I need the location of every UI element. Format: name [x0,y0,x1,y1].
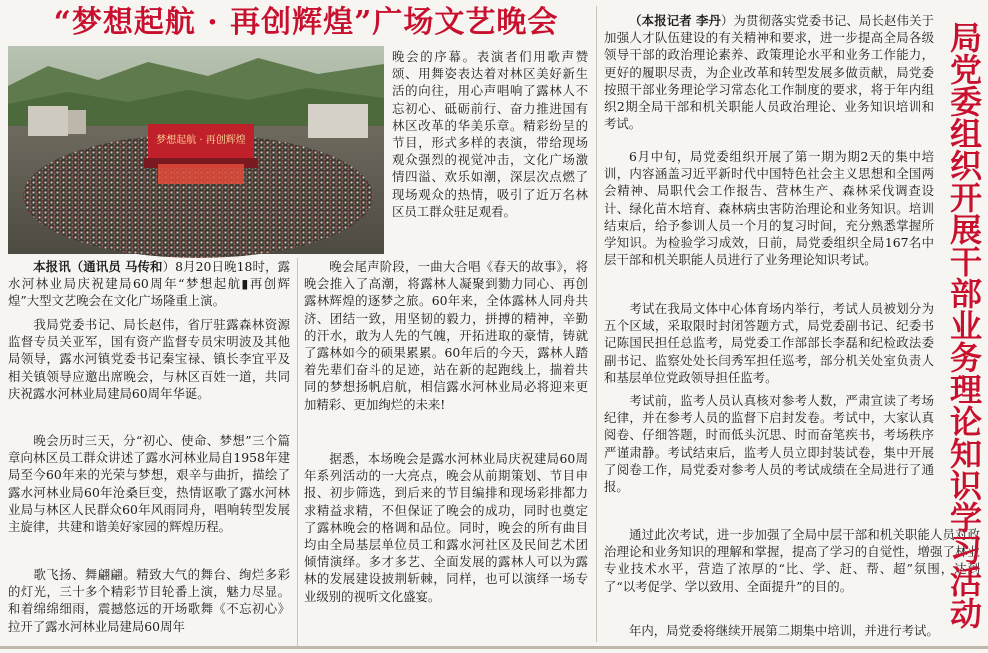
article2-p2-text: 6月中旬，局党委组织开展了第一期为期2天的集中培训，内容涵盖习近平新时代中国特色社会主义思想和全国两会精神、局职代会工作报告、营林生产、森林采伐调查设计、绿化苗木培育、森林病虫害防治理论和业务知识。培训结束后，给予参训人员一个月的复习时间，充分熟悉掌握所学知识。为检验学习成效，日前，局党委组织全局167名中层干部和机关职能人员进行了业务理论知识考试。 [604,149,934,268]
article2-paragraph-6 [604,622,980,642]
article2-paragraph-2 [604,148,934,296]
article2-dateline-label: （本报记者 [629,13,692,28]
crowd-aerial-photo [8,46,384,254]
article1-paragraph-4-continued [392,48,588,254]
article2-p3-text: 考试在我局文体中心体育场内举行，考试人员被划分为五个区域，采取限时封闭答题方式，局党委副书记、纪委书记陈国民担任总监考，局党委工作部部长李磊和纪检政法委副书记、监察处处长闫秀军担任巡考，部分机关处室负责人和基层单位党政领导担任监考。 [604,301,934,385]
article1-dateline [8,258,290,308]
article1-paragraph-4 [8,566,290,644]
article1-p2-text: 我局党委书记、局长赵伟，省厅驻露森林资源监督专员关亚军，国有资产监督专员宋明波及其他局领导，露水河镇党委书记秦宝禄、镇长李宜平及相关镇领导应邀出席晚会，与林区百姓一道，共同庆祝露水河林业局建局60周年华诞。 [8,317,290,401]
article2-p5-text: 通过此次考试，进一步加强了全局中层干部和机关职能人员对政治理论和业务知识的理解和掌握，提高了学习的自觉性，增强了林业专业技术水平，营造了浓厚的“比、学、赶、帮、超”氛围，达到了“以考促学、学以致用、全面提升”的目的。 [604,527,980,594]
article1-p4-text: 歌飞扬、舞翩翩。精致大气的舞台、绚烂多彩的灯光，三十多个精彩节目轮番上演，魅力尽显。和着绵绵细雨，震撼悠远的开场歌舞《不忘初心》拉开了露水河林业局建局60周年 [8,567,290,634]
article1-paragraph-2 [8,316,290,401]
article2-paragraph-3 [604,300,934,390]
article2-reporter-name: 李丹 [695,13,722,28]
article2-lead: ）为贯彻落实党委书记、局长赵伟关于加强人才队伍建设的有关精神和要求，进一步提高全局各级领导干部的政治理论素养、政策理论水平和业务工作能力，更好的履职尽责，为企业改革和转型发展多做贡献，局党委按照干部业务理论学习常态化工作制度的要求，将于年内组织2期全局干部和机关职能人员政治理论、业务知识培训和考试。 [604,13,935,132]
article1-paragraph-3 [8,432,290,556]
article1-p6-text: 据悉，本场晚会是露水河林业局庆祝建局60周年系列活动的一大亮点，晚会从前期策划、节目申报、初步筛选，到后来的节目编排和现场彩排都力求精益求精，不但保证了晚会的成功，同时也奠定了露林晚会的格调和品位。同时，晚会的所有曲目均由全局基层单位员工和露水河社区及民间艺术团倾情演绎。多才多艺、全面发展的露林人可以为露林的发展建设披荆斩棘，同样，也可以演绎一场专业级别的视听文化盛宴。 [304,451,588,604]
stage-banner-text: 梦想起航 · 再创辉煌 [156,135,246,146]
article2-p4-text: 考试前，监考人员认真核对参考人数，严肃宣读了考场纪律，并在参考人员的监督下启封发卷。考试中，大家认真阅卷、仔细答题，时而低头沉思、时而奋笔疾书，考场秩序严谨肃静。考试结束后，监考人员立即封装试卷，集中开展了阅卷工作，局党委对参考人员的考试成绩在全局进行了通报。 [604,393,934,495]
article1-paragraph-6 [304,450,588,642]
article1-p5-text: 晚会尾声阶段，一曲大合唱《春天的故事》，将晚会推入了高潮，将露林人凝聚到勠力同心、再创露林辉煌的逐梦之旅。60年来，全体露林人同舟共济、团结一致，用坚韧的毅力，拼搏的精神，辛勤的汗水，敢为人先的气魄，开拓进取的豪情，铸就了露林如今的硕果累累。60年后的今天，露林人踏着先辈们奋斗的足迹，站在新的起跑线上，揣着共同的梦想扬帆启航，相信露水河林业局必将迎来更加精彩、更加绚烂的未来! [304,259,588,412]
article2-dateline [604,12,934,142]
article2-paragraph-4 [604,392,934,522]
article2-vertical-headline: 局党委组织开展干部业务理论知识学习活动 [945,21,983,629]
reporter-name: 马传和 [124,259,163,274]
page-bottom-rule [0,646,988,649]
event-photo [8,46,384,254]
article1-p4-continuation: 晚会的序幕。表演者们用歌声赞颂、用舞姿表达着对林区美好新生活的向往，用心声唱响了露林人不忘初心、砥砺前行、奋力推进国有林区改革的华美乐章。精彩纷呈的节目，形式多样的表演，带给现场观众强烈的视觉冲击，文化广场激情四溢、欢乐如潮，深层次点燃了现场观众的热情，吸引了近万名林区员工群众驻足观看。 [392,49,588,219]
column-divider [297,258,298,646]
headline: “梦想起航 · 再创辉煌”广场文艺晚会 [53,5,559,40]
article2-paragraph-5 [604,526,980,616]
article1-lead: ）8月20日晚18时，露水河林业局庆祝建局60周年“梦想起航▮再创辉煌”大型文艺晚会在文化广场隆重上演。 [8,259,291,309]
column-divider [596,6,597,642]
article1-p3-text: 晚会历时三天，分“初心、使命、梦想”三个篇章向林区员工群众讲述了露水河林业局自1958年建局至今60年来的光荣与梦想，艰辛与曲折，描绘了露水河林业局60年沧桑巨变，热情讴歌了露水河林业局与林区人民群众60年风雨同舟，唱响转型发展主旋律，共建和谐美好家园的辉煌历程。 [8,433,290,535]
article1-paragraph-5 [304,258,588,446]
article2-p6-text: 年内，局党委将继续开展第二期集中培训，并进行考试。 [629,623,939,638]
dateline-label: 本报讯（通讯员 [33,259,121,274]
